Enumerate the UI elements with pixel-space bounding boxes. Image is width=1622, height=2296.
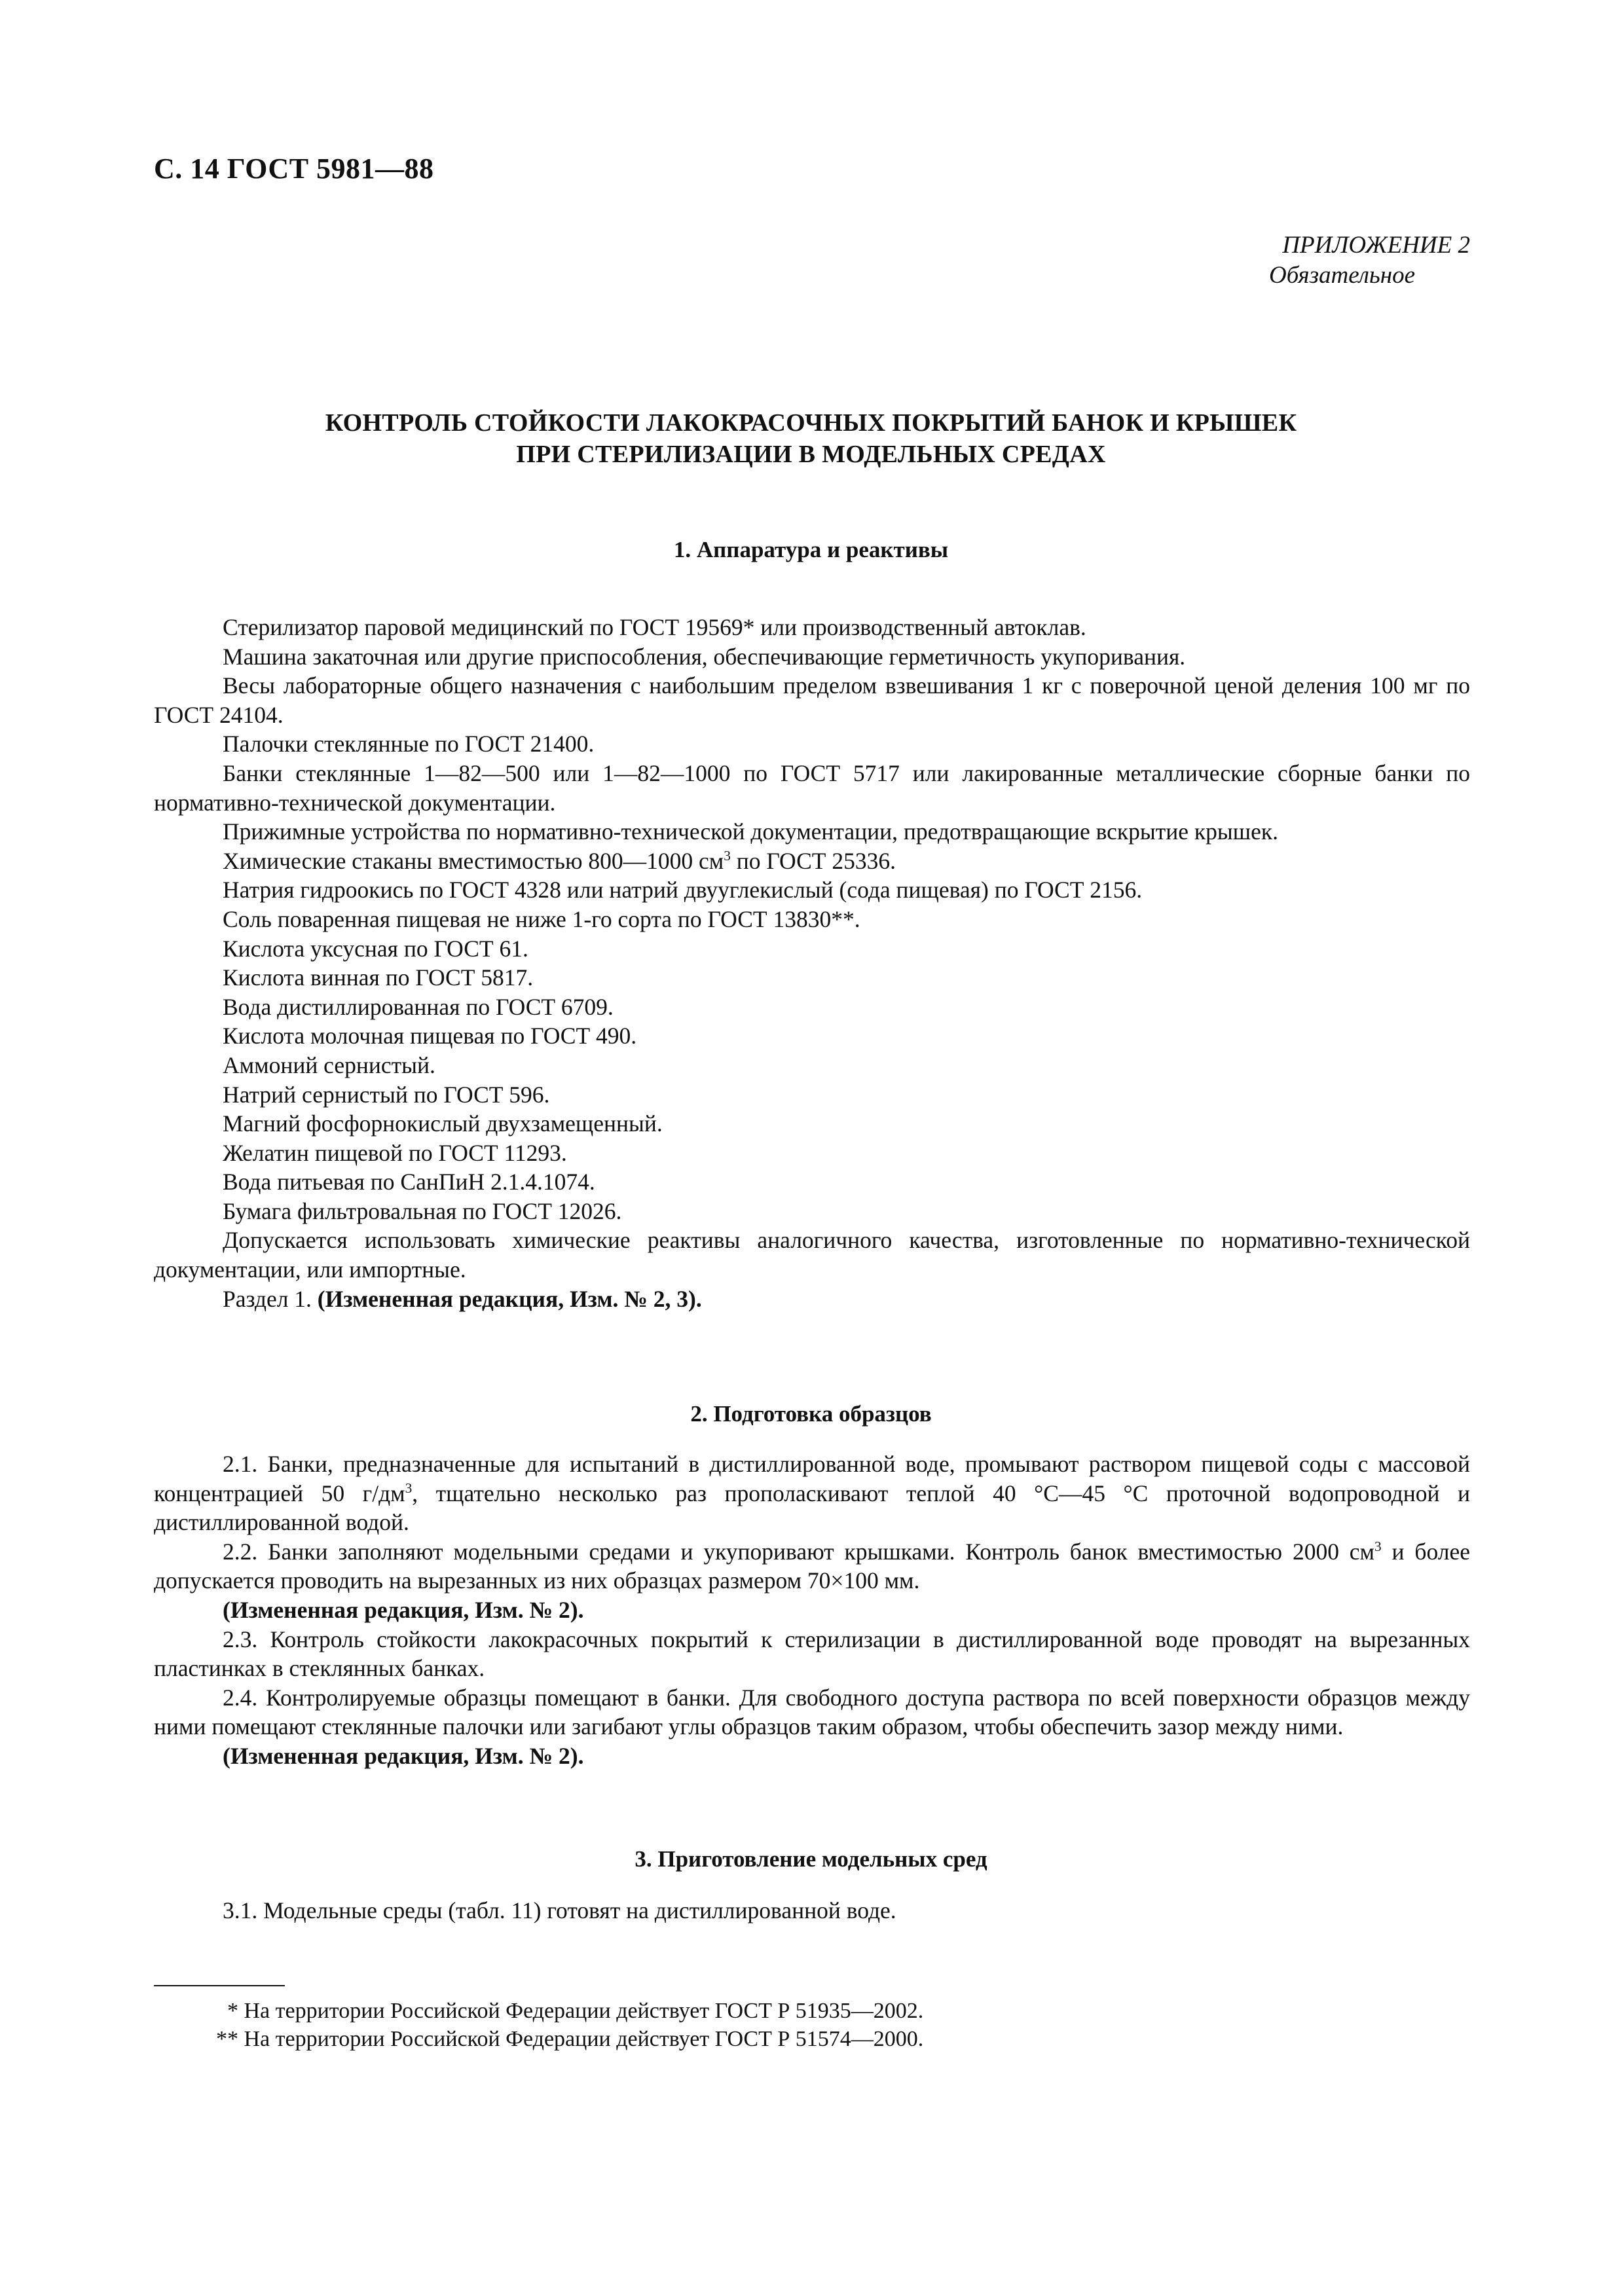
- section-1-body: [154, 613, 1470, 1313]
- beakers-text: Химические стаканы вместимостью 800—1000 см: [223, 847, 724, 874]
- appendix-status: Обязательное: [1268, 262, 1415, 289]
- reagent-item: Магний фосфорнокислый двухзамещенный.: [223, 1110, 663, 1137]
- reagent-note: Допускается использовать химические реактивы аналогичного качества, изготовленные по нормативно-технической документации, или импортные.: [154, 1227, 1470, 1283]
- footnote-2: ** На территории Российской Федерации действует ГОСТ Р 51574—2000.: [216, 2027, 924, 2051]
- revision-note: (Измененная редакция, Изм. № 2).: [223, 1596, 584, 1623]
- reagent-item: Аммоний сернистый.: [223, 1051, 435, 1078]
- revision-note: (Измененная редакция, Изм. № 2, 3).: [317, 1285, 702, 1312]
- reagent-item: Натрия гидроокись по ГОСТ 4328 или натрий двууглекислый (сода пищевая) по ГОСТ 2156.: [223, 877, 1143, 903]
- beakers-text-end: по ГОСТ 25336.: [730, 847, 896, 874]
- section-2-body: [154, 1449, 1470, 1771]
- paragraph-2-2-superscript: 3: [1374, 1538, 1382, 1554]
- page-header: С. 14 ГОСТ 5981—88: [154, 153, 434, 185]
- revision-prefix: Раздел 1.: [223, 1285, 318, 1312]
- paragraph-2-2: [154, 1537, 1470, 1595]
- equipment-item: Весы лабораторные общего назначения с наибольшим пределом взвешивания 1 кг с поверочной ценой деления 100 мг по ГОСТ 24104.: [154, 672, 1470, 728]
- beakers-superscript: 3: [724, 847, 731, 864]
- reagent-item: Кислота винная по ГОСТ 5817.: [223, 964, 534, 991]
- document-title-line-1: КОНТРОЛЬ СТОЙКОСТИ ЛАКОКРАСОЧНЫХ ПОКРЫТИЙ БАНОК И КРЫШЕК: [325, 409, 1297, 437]
- appendix-label: ПРИЛОЖЕНИЕ 2: [1282, 232, 1470, 259]
- paragraph-2-4: 2.4. Контролируемые образцы помещают в банки. Для свободного доступа раствора по всей поверхности образцов между ними помещают стеклянные палочки или загибают углы образцов таким образом, чтобы обеспечить зазор между ними.: [154, 1684, 1470, 1740]
- reagent-item: Натрий сернистый по ГОСТ 596.: [223, 1081, 550, 1108]
- section-2-heading: 2. Подготовка образцов: [690, 1401, 932, 1427]
- paragraph-2-2-text-end: и более допускается проводить на вырезанных из них образцах размером 70×100 мм.: [154, 1538, 1470, 1594]
- equipment-item: Банки стеклянные 1—82—500 или 1—82—1000 по ГОСТ 5717 или лакированные металлические сборные банки по нормативно-технической документации.: [154, 759, 1470, 816]
- document-title-line-2: ПРИ СТЕРИЛИЗАЦИИ В МОДЕЛЬНЫХ СРЕДАХ: [516, 441, 1106, 468]
- reagent-item: Вода питьевая по СанПиН 2.1.4.1074.: [223, 1169, 595, 1195]
- equipment-item: Стерилизатор паровой медицинский по ГОСТ 19569* или производственный автоклав.: [223, 614, 1086, 640]
- reagent-item: Бумага фильтровальная по ГОСТ 12026.: [223, 1197, 622, 1224]
- revision-note: (Измененная редакция, Изм. № 2).: [223, 1742, 584, 1769]
- reagent-item: Кислота уксусная по ГОСТ 61.: [223, 935, 528, 962]
- paragraph-2-1-superscript: 3: [405, 1480, 413, 1496]
- paragraph-2-2-text: 2.2. Банки заполняют модельными средами и укупоривают крышками. Контроль банок вместимостью 2000 см: [223, 1538, 1375, 1565]
- paragraph-2-1: [154, 1449, 1470, 1537]
- document-title: [154, 407, 1468, 470]
- paragraph-2-1-text: 2.1. Банки, предназначенные для испытаний в дистиллированной воде, промывают раствором пищевой соды с массовой концентрацией 50 г/дм: [154, 1451, 1470, 1506]
- footnotes: [216, 1997, 923, 2053]
- section-3-body: [154, 1896, 1470, 1925]
- footnote-divider: [154, 1985, 285, 1986]
- paragraph-2-1-text-end: , тщательно несколько раз прополаскивают теплой 40 °С—45 °С проточной водопроводной и дистиллированной водой.: [154, 1480, 1470, 1536]
- reagent-item: Кислота молочная пищевая по ГОСТ 490.: [223, 1023, 637, 1049]
- equipment-item: Машина закаточная или другие приспособления, обеспечивающие герметичность укупоривания.: [223, 643, 1186, 670]
- section-1-heading: 1. Аппаратура и реактивы: [673, 537, 949, 562]
- appendix-block: [1269, 230, 1470, 291]
- section-1-revision: [154, 1285, 1470, 1314]
- equipment-item: Палочки стеклянные по ГОСТ 21400.: [223, 731, 595, 757]
- equipment-item: [154, 847, 1470, 876]
- footnote-1: * На территории Российской Федерации действует ГОСТ Р 51935—2002.: [216, 1999, 924, 2023]
- reagent-item: Вода дистиллированная по ГОСТ 6709.: [223, 993, 614, 1020]
- section-3-heading: 3. Приготовление модельных сред: [635, 1846, 987, 1872]
- paragraph-2-3: 2.3. Контроль стойкости лакокрасочных покрытий к стерилизации в дистиллированной воде проводят на вырезанных пластинках в стеклянных банках.: [154, 1626, 1470, 1682]
- reagent-item: Соль поваренная пищевая не ниже 1-го сорта по ГОСТ 13830**.: [223, 905, 860, 932]
- paragraph-3-1: 3.1. Модельные среды (табл. 11) готовят на дистиллированной воде.: [223, 1897, 896, 1923]
- equipment-item: Прижимные устройства по нормативно-технической документации, предотвращающие вскрытие крышек.: [223, 818, 1278, 845]
- reagent-item: Желатин пищевой по ГОСТ 11293.: [223, 1139, 567, 1166]
